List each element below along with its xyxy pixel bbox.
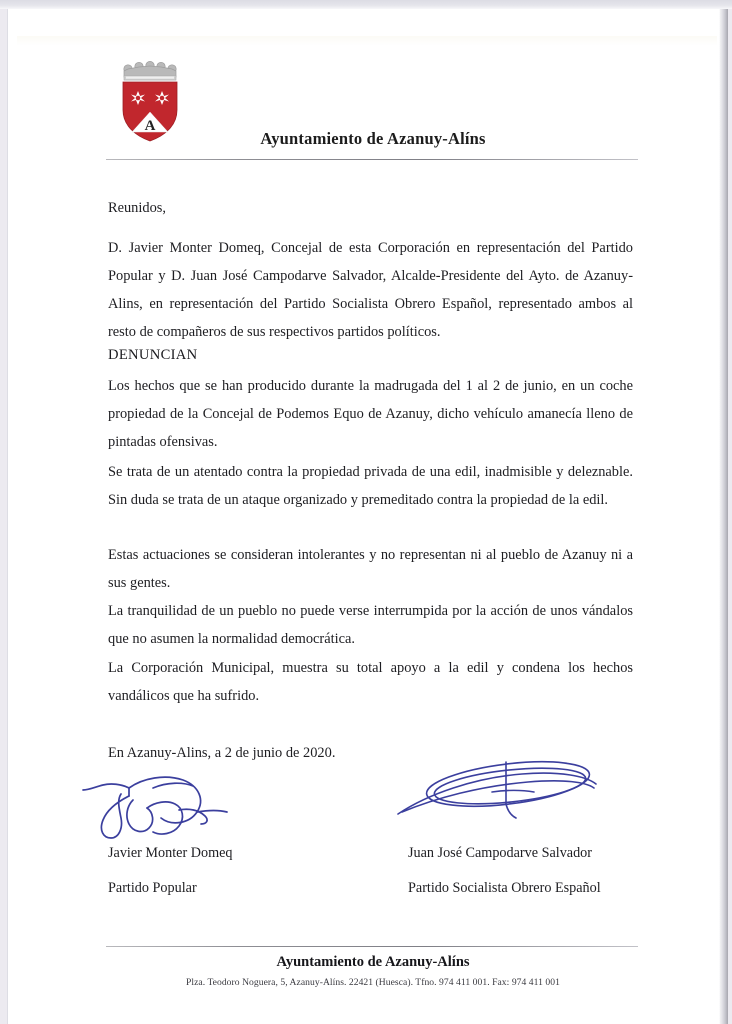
footer-address: Plza. Teodoro Noguera, 5, Azanuy-Alíns. 22421 (Huesca). Tfno. 974 411 001. Fax: 974 411 001: [186, 977, 560, 988]
paragraph-3: Estas actuaciones se consideran intolerantes y no representan ni al pueblo de Azanuy ni a sus gentes.: [108, 547, 633, 591]
footer-title: Ayuntamiento de Azanuy-Alíns: [276, 954, 470, 970]
page-edge-shadow-right: [719, 0, 728, 1024]
signatory-name-right: Juan José Campodarve Salvador: [408, 845, 593, 861]
svg-text:A: A: [144, 118, 156, 134]
signatory-party-left: Partido Popular: [108, 880, 197, 896]
place-and-date: En Azanuy-Alins, a 2 de junio de 2020.: [108, 745, 336, 761]
footer-divider: [106, 946, 638, 947]
section-heading-denuncian: DENUNCIAN: [108, 347, 198, 363]
paragraph-1: Los hechos que se han producido durante la madrugada del 1 al 2 de junio, en un coche propiedad de la Concejal de Podemos Equo de Azanuy, dicho vehículo amanecía lleno de pintadas ofensivas.: [108, 378, 633, 450]
salutation: Reunidos,: [108, 200, 166, 216]
paragraph-5: La Corporación Municipal, muestra su total apoyo a la edil y condena los hechos vandálicos que ha sufrido.: [108, 660, 633, 704]
header-divider: [106, 159, 638, 160]
signature-image-left: [33, 766, 253, 848]
signatory-party-right: Partido Socialista Obrero Español: [408, 880, 601, 896]
paragraph-2: Se trata de un atentado contra la propiedad privada de una edil, inadmisible y deleznable. Sin duda se trata de un ataque organizado y premeditado contra la propiedad de la edil.: [108, 464, 633, 508]
page-edge-shadow-top: [0, 0, 732, 9]
signatory-name-left: Javier Monter Domeq: [108, 845, 233, 861]
scan-highlight-band: [17, 36, 717, 46]
signature-image-right: [388, 758, 608, 834]
document-page: [8, 8, 720, 1024]
intro-paragraph: D. Javier Monter Domeq, Concejal de esta Corporación en representación del Partido Popular y D. Juan José Campodarve Salvador, Alcalde-Presidente del Ayto. de Azanuy-Alins, en representación del Partido Socialista Obrero Español, representado ambos al resto de compañeros de sus respectivos partidos políticos.: [108, 240, 633, 340]
paragraph-4: La tranquilidad de un pueblo no puede verse interrumpida por la acción de unos vándalos que no asumen la normalidad democrática.: [108, 603, 633, 647]
letterhead-title: Ayuntamiento de Azanuy-Alíns: [260, 129, 486, 148]
